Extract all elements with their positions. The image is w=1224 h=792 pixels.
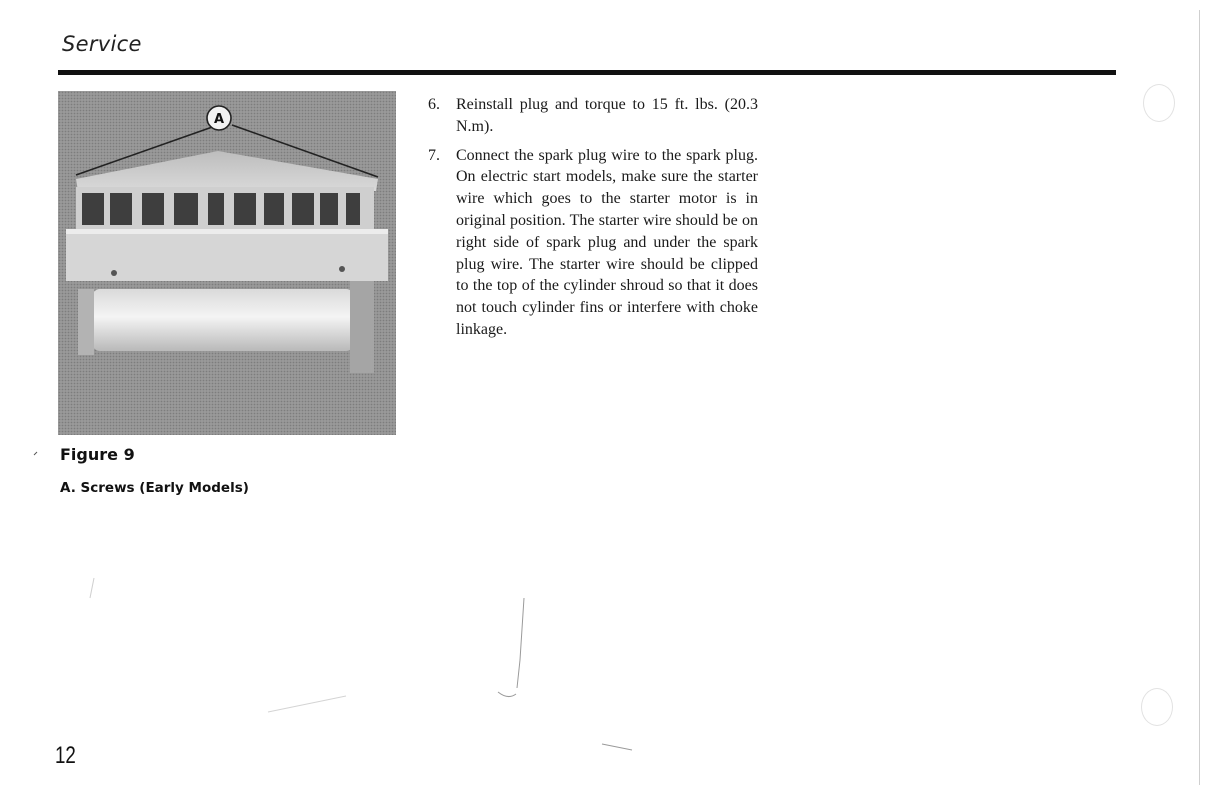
step-number: 6. <box>428 96 440 113</box>
page-number: 12 <box>55 742 76 769</box>
callout-a-label: A <box>213 112 225 127</box>
step-text: Connect the spark plug wire to the spark plug. On electric start models, make sure the starter wire which goes to the starter motor is in original position. The starter wire should be on right side of spark plug and under the spark plug wire. The starter wire should be clipped to the top of the cylinder shroud so that it does not touch cylinder fins or interfere with choke linkage. <box>456 146 758 338</box>
figure-caption-subtitle: A. Screws (Early Models) <box>60 480 249 496</box>
step-number: 7. <box>428 146 440 164</box>
figure-caption-title: Figure 9 <box>60 445 135 464</box>
page-header-title: Service <box>62 32 142 56</box>
step-text: Reinstall plug and torque to 15 ft. lbs. (20.3 N.m). <box>456 96 758 135</box>
